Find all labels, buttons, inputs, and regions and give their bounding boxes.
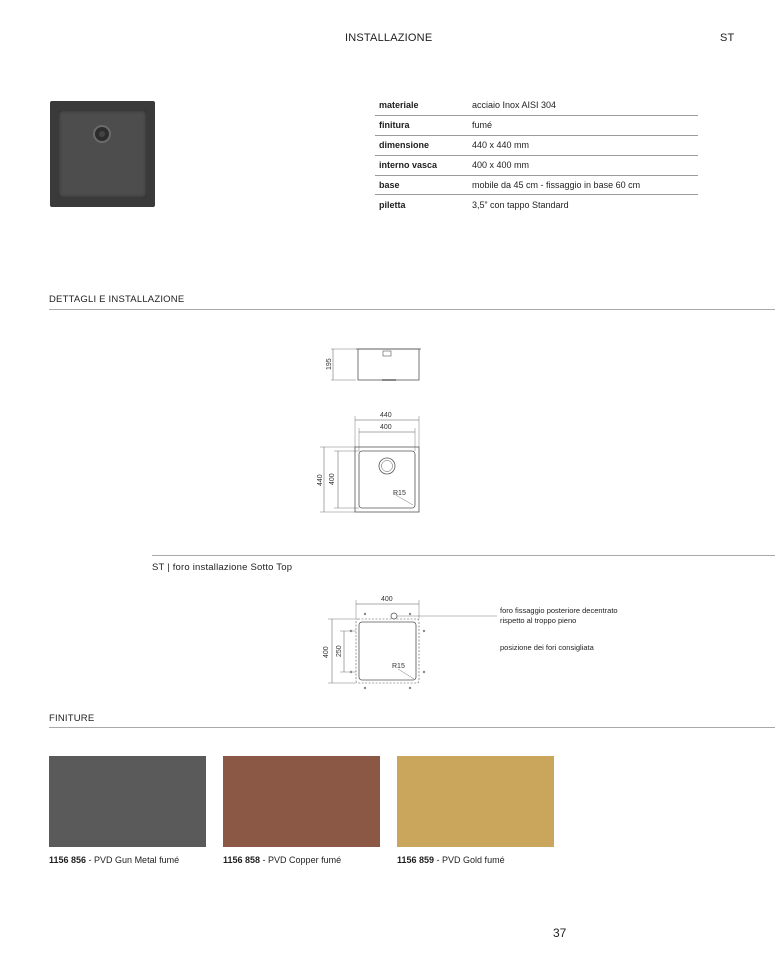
spec-label: materiale [375,96,468,115]
spec-value: mobile da 45 cm - fissaggio in base 60 cm [468,175,698,195]
swatch-copper [223,756,380,847]
radius-label: R15 [393,490,406,497]
spec-value: 440 x 440 mm [468,135,698,155]
fixing-note-line1: foro fissaggio posteriore decentrato [500,606,618,615]
spec-value: acciaio Inox AISI 304 [468,96,698,115]
cutout-radius-label: R15 [392,663,405,670]
depth-label: 195 [326,358,333,370]
cutout-width-label: 400 [381,596,393,603]
cutout-drawing [328,600,497,683]
cutout-section-title: ST | foro installazione Sotto Top [152,562,293,573]
inner-height-label: 400 [329,473,336,485]
page-title: INSTALLAZIONE [345,32,433,44]
holes-note: posizione dei fori consigliata [500,643,594,652]
spec-label: base [375,175,468,195]
spec-label: finitura [375,115,468,135]
finish-caption: 1156 856 - PVD Gun Metal fumé [49,855,180,865]
finishes-divider [49,727,775,728]
cutout-height-label: 400 [323,646,330,658]
fixing-note-line2: rispetto al troppo pieno [500,616,577,625]
hole-height-label: 250 [336,645,343,657]
spec-value: 400 x 400 mm [468,155,698,175]
model-code: ST [720,32,735,44]
spec-value: 3,5” con tappo Standard [472,199,569,210]
side-view-drawing [331,349,421,380]
page-number: 37 [553,926,567,940]
swatch-gun-metal [49,756,206,847]
swatch-gold [397,756,554,847]
details-section-title: DETTAGLI E INSTALLAZIONE [49,294,185,305]
outer-height-label: 440 [317,474,324,486]
spec-value: fumé [468,115,698,135]
top-view-drawing [320,416,419,512]
finish-caption: 1156 858 - PVD Copper fumé [223,855,342,865]
spec-label: dimensione [375,135,468,155]
finishes-section-title: FINITURE [49,713,95,724]
cutout-divider [152,555,775,556]
finish-caption: 1156 859 - PVD Gold fumé [397,855,505,865]
inner-width-label: 400 [380,424,392,431]
spec-label: piletta [379,199,406,210]
fixing-note [500,606,618,626]
outer-width-label: 440 [380,412,392,419]
spec-label: interno vasca [375,155,468,175]
